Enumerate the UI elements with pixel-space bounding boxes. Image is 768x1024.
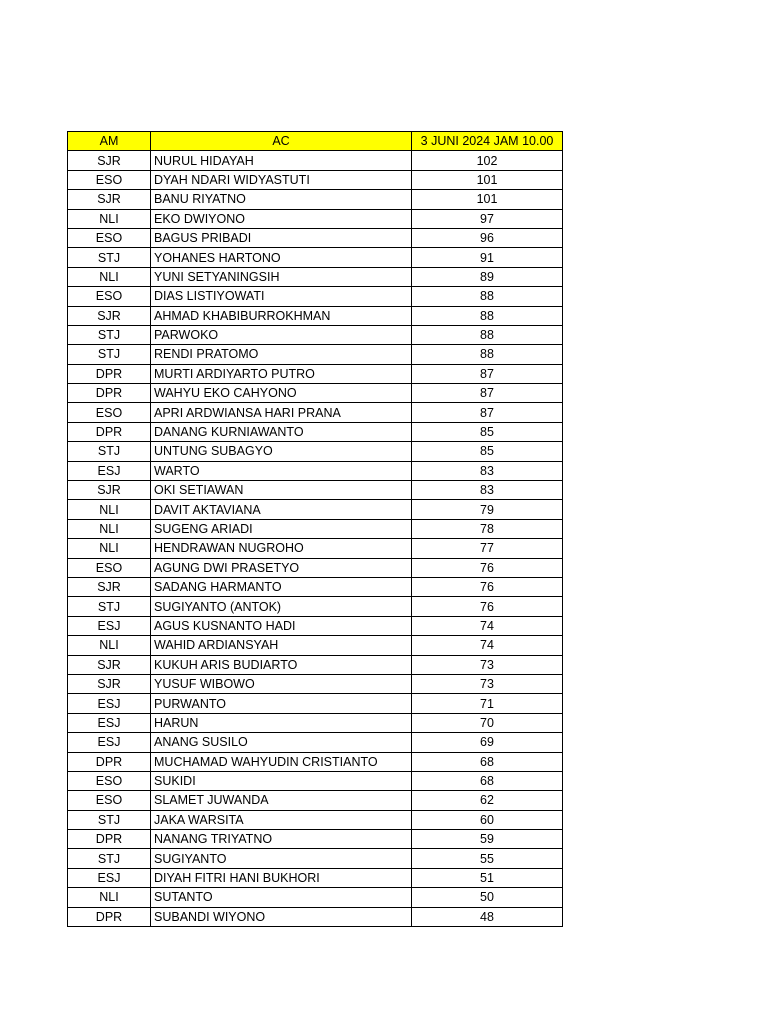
cell-value: 88 (412, 325, 563, 344)
cell-ac: SLAMET JUWANDA (151, 791, 412, 810)
cell-am: ESJ (68, 461, 151, 480)
cell-value: 51 (412, 868, 563, 887)
cell-am: STJ (68, 248, 151, 267)
cell-value: 71 (412, 694, 563, 713)
table-row (68, 325, 563, 344)
cell-ac: YUSUF WIBOWO (151, 674, 412, 693)
cell-am: SJR (68, 151, 151, 170)
ranking-table (67, 131, 563, 927)
table-row (68, 442, 563, 461)
cell-am: NLI (68, 888, 151, 907)
cell-ac: YUNI SETYANINGSIH (151, 267, 412, 286)
table-body (68, 151, 563, 927)
table-row (68, 616, 563, 635)
table-row (68, 267, 563, 286)
table-row (68, 481, 563, 500)
cell-value: 85 (412, 422, 563, 441)
cell-value: 87 (412, 364, 563, 383)
cell-value: 87 (412, 384, 563, 403)
cell-value: 68 (412, 752, 563, 771)
cell-ac: NANANG TRIYATNO (151, 830, 412, 849)
cell-am: STJ (68, 345, 151, 364)
cell-am: NLI (68, 636, 151, 655)
cell-ac: PURWANTO (151, 694, 412, 713)
cell-am: ESO (68, 558, 151, 577)
table-row (68, 713, 563, 732)
table-row (68, 190, 563, 209)
cell-value: 50 (412, 888, 563, 907)
cell-am: ESO (68, 287, 151, 306)
table-row (68, 597, 563, 616)
cell-value: 69 (412, 733, 563, 752)
cell-value: 96 (412, 228, 563, 247)
cell-ac: YOHANES HARTONO (151, 248, 412, 267)
table-row (68, 345, 563, 364)
table-row (68, 170, 563, 189)
cell-value: 74 (412, 636, 563, 655)
cell-ac: NURUL HIDAYAH (151, 151, 412, 170)
cell-value: 85 (412, 442, 563, 461)
cell-ac: EKO DWIYONO (151, 209, 412, 228)
table-row (68, 151, 563, 170)
header-row (68, 132, 563, 151)
cell-ac: SADANG HARMANTO (151, 577, 412, 596)
table-row (68, 209, 563, 228)
cell-am: NLI (68, 500, 151, 519)
cell-ac: SUTANTO (151, 888, 412, 907)
cell-ac: JAKA WARSITA (151, 810, 412, 829)
cell-value: 48 (412, 907, 563, 926)
table-row (68, 558, 563, 577)
cell-value: 79 (412, 500, 563, 519)
cell-am: DPR (68, 384, 151, 403)
cell-ac: APRI ARDWIANSA HARI PRANA (151, 403, 412, 422)
cell-am: SJR (68, 481, 151, 500)
cell-ac: DIAS LISTIYOWATI (151, 287, 412, 306)
cell-ac: ANANG SUSILO (151, 733, 412, 752)
cell-am: NLI (68, 539, 151, 558)
cell-am: ESO (68, 170, 151, 189)
table-row (68, 403, 563, 422)
cell-am: SJR (68, 674, 151, 693)
cell-value: 70 (412, 713, 563, 732)
cell-value: 88 (412, 345, 563, 364)
table-row (68, 577, 563, 596)
table-row (68, 228, 563, 247)
header-am: AM (68, 132, 151, 151)
cell-am: ESJ (68, 868, 151, 887)
cell-am: ESJ (68, 713, 151, 732)
table-header (68, 132, 563, 151)
cell-am: ESJ (68, 616, 151, 635)
cell-am: DPR (68, 752, 151, 771)
cell-am: DPR (68, 830, 151, 849)
cell-value: 77 (412, 539, 563, 558)
table-row (68, 907, 563, 926)
cell-ac: UNTUNG SUBAGYO (151, 442, 412, 461)
table-row (68, 384, 563, 403)
table-row (68, 500, 563, 519)
cell-am: STJ (68, 810, 151, 829)
cell-ac: RENDI PRATOMO (151, 345, 412, 364)
cell-am: DPR (68, 364, 151, 383)
cell-value: 88 (412, 287, 563, 306)
cell-ac: SUGIYANTO (151, 849, 412, 868)
cell-ac: BAGUS PRIBADI (151, 228, 412, 247)
cell-value: 88 (412, 306, 563, 325)
table-row (68, 461, 563, 480)
cell-am: DPR (68, 422, 151, 441)
cell-value: 89 (412, 267, 563, 286)
cell-value: 55 (412, 849, 563, 868)
cell-am: ESO (68, 228, 151, 247)
cell-value: 76 (412, 577, 563, 596)
cell-ac: AHMAD KHABIBURROKHMAN (151, 306, 412, 325)
cell-value: 62 (412, 791, 563, 810)
cell-value: 101 (412, 190, 563, 209)
cell-value: 101 (412, 170, 563, 189)
table-row (68, 636, 563, 655)
cell-value: 74 (412, 616, 563, 635)
cell-ac: HENDRAWAN NUGROHO (151, 539, 412, 558)
cell-am: DPR (68, 907, 151, 926)
cell-value: 59 (412, 830, 563, 849)
table-row (68, 539, 563, 558)
cell-am: ESO (68, 791, 151, 810)
cell-am: STJ (68, 325, 151, 344)
cell-ac: WAHID ARDIANSYAH (151, 636, 412, 655)
cell-value: 97 (412, 209, 563, 228)
cell-ac: BANU RIYATNO (151, 190, 412, 209)
cell-ac: SUGIYANTO (ANTOK) (151, 597, 412, 616)
cell-ac: KUKUH ARIS BUDIARTO (151, 655, 412, 674)
table-row (68, 287, 563, 306)
cell-ac: DANANG KURNIAWANTO (151, 422, 412, 441)
table-row (68, 655, 563, 674)
table-row (68, 733, 563, 752)
cell-ac: SUGENG ARIADI (151, 519, 412, 538)
cell-am: NLI (68, 209, 151, 228)
cell-am: NLI (68, 267, 151, 286)
cell-ac: MUCHAMAD WAHYUDIN CRISTIANTO (151, 752, 412, 771)
cell-value: 76 (412, 558, 563, 577)
cell-ac: HARUN (151, 713, 412, 732)
cell-am: STJ (68, 849, 151, 868)
cell-value: 78 (412, 519, 563, 538)
cell-value: 60 (412, 810, 563, 829)
cell-ac: SUBANDI WIYONO (151, 907, 412, 926)
cell-value: 102 (412, 151, 563, 170)
cell-am: SJR (68, 190, 151, 209)
table-row (68, 752, 563, 771)
table-row (68, 849, 563, 868)
cell-ac: OKI SETIAWAN (151, 481, 412, 500)
cell-value: 83 (412, 481, 563, 500)
table-row (68, 306, 563, 325)
cell-am: SJR (68, 655, 151, 674)
cell-am: ESO (68, 403, 151, 422)
cell-ac: DYAH NDARI WIDYASTUTI (151, 170, 412, 189)
table-row (68, 694, 563, 713)
header-date-time: 3 JUNI 2024 JAM 10.00 (412, 132, 563, 151)
table-row (68, 422, 563, 441)
cell-am: SJR (68, 306, 151, 325)
cell-am: STJ (68, 442, 151, 461)
table-row (68, 791, 563, 810)
cell-ac: SUKIDI (151, 771, 412, 790)
table-row (68, 810, 563, 829)
table-row (68, 364, 563, 383)
cell-ac: AGUS KUSNANTO HADI (151, 616, 412, 635)
cell-value: 87 (412, 403, 563, 422)
cell-value: 83 (412, 461, 563, 480)
cell-am: ESO (68, 771, 151, 790)
table-row (68, 771, 563, 790)
cell-am: STJ (68, 597, 151, 616)
table-row (68, 674, 563, 693)
cell-ac: PARWOKO (151, 325, 412, 344)
table-row (68, 868, 563, 887)
cell-ac: WARTO (151, 461, 412, 480)
cell-am: NLI (68, 519, 151, 538)
table-row (68, 830, 563, 849)
cell-am: ESJ (68, 694, 151, 713)
header-ac: AC (151, 132, 412, 151)
cell-ac: AGUNG DWI PRASETYO (151, 558, 412, 577)
cell-am: ESJ (68, 733, 151, 752)
cell-ac: WAHYU EKO CAHYONO (151, 384, 412, 403)
cell-value: 76 (412, 597, 563, 616)
cell-value: 91 (412, 248, 563, 267)
cell-ac: DIYAH FITRI HANI BUKHORI (151, 868, 412, 887)
cell-ac: DAVIT AKTAVIANA (151, 500, 412, 519)
cell-am: SJR (68, 577, 151, 596)
table-row (68, 519, 563, 538)
cell-value: 73 (412, 655, 563, 674)
table-row (68, 888, 563, 907)
cell-ac: MURTI ARDIYARTO PUTRO (151, 364, 412, 383)
cell-value: 68 (412, 771, 563, 790)
cell-value: 73 (412, 674, 563, 693)
table-row (68, 248, 563, 267)
